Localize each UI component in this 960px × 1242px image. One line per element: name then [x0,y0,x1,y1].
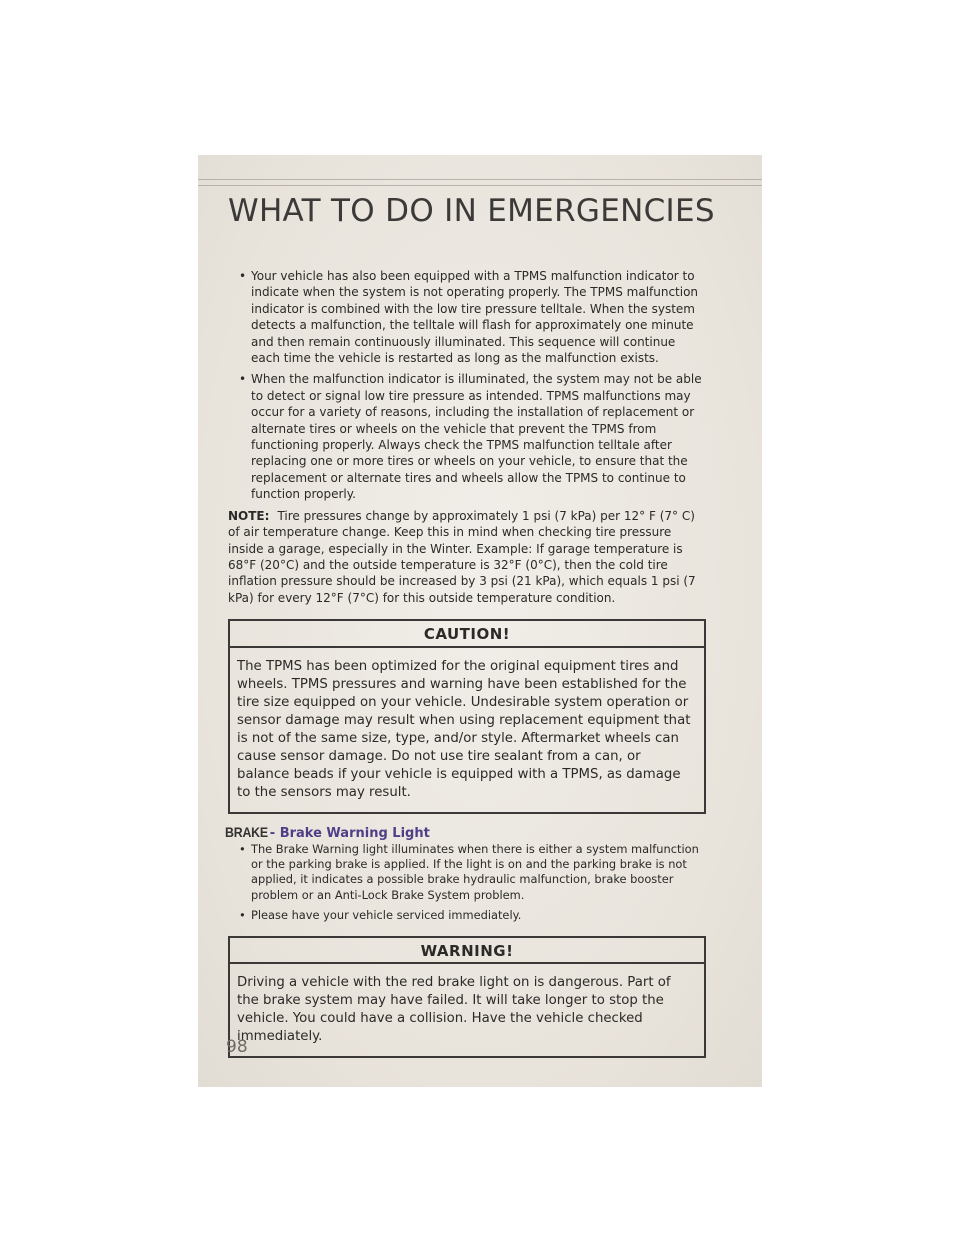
brake-bullet-list [228,842,706,923]
brake-warning-title: - Brake Warning Light [269,825,430,841]
page-content [225,268,706,1058]
warning-title: WARNING! [230,938,704,964]
warning-body: Driving a vehicle with the red brake light on is dangerous. Part of the brake system may have failed. It will take longer to stop the vehicle. You could have a collision. Have the vehicle checked immediately. [237,975,671,1045]
caution-box [228,619,706,813]
caution-body: The TPMS has been optimized for the original equipment tires and wheels. TPMS pressures and warning have been established for the tire size equipped on your vehicle. Undesirable system operation or sensor damage may result when using replacement equipment that is not of the same size, type, and/or style. Aftermarket wheels can cause sensor damage. Do not use tire sealant from a can, or balance beads if your vehicle is equipped with a TPMS, as damage to the sensors may result. [237,658,691,800]
tpms-bullet-1: • Your vehicle has also been equipped with a TPMS malfunction indicator to indicate when the system is not operating properly. The TPMS malfunction indicator is combined with the low tire pressure telltale. When the system detects a malfunction, the telltale will flash for approximately one minute and then remain continuously illuminated. This sequence will continue each time the vehicle is restarted as long as the malfunction exists. [228,268,706,366]
section-title: WHAT TO DO IN EMERGENCIES [228,193,715,229]
note-paragraph [228,508,706,606]
manual-page [198,155,762,1087]
tpms-bullet-list [228,268,706,503]
note-label: NOTE: [228,508,270,523]
page-number: 98 [226,1037,248,1057]
brake-warning-icon: BRAKE [225,823,268,840]
caution-title: CAUTION! [230,621,704,647]
brake-warning-heading [225,823,706,842]
brake-bullet-2: • Please have your vehicle serviced immediately. [228,908,706,923]
brake-bullet-1: • The Brake Warning light illuminates when there is either a system malfunction or the parking brake is applied. If the light is on and the parking brake is not applied, it indicates a possible brake hydraulic malfunction, brake booster problem or an Anti-Lock Brake System problem. [228,842,706,903]
warning-box [228,936,706,1058]
note-text: Tire pressures change by approximately 1 psi (7 kPa) per 12° F (7° C) of air temperature change. Keep this in mind when checking tire pressure inside a garage, especially in the Winter. Example: If garage temperature is 68°F (20°C) and the outside temperature is 32°F (0°C), then the cold tire inflation pressure should be increased by 3 psi (21 kPa), which equals 1 psi (7 kPa) for every 12°F (7°C) for this outside temperature condition. [228,508,696,605]
header-rule-top [198,179,762,180]
tpms-bullet-2: • When the malfunction indicator is illuminated, the system may not be able to detect or signal low tire pressure as intended. TPMS malfunctions may occur for a variety of reasons, including the installation of replacement or alternate tires or wheels on the vehicle that prevent the TPMS from functioning properly. Always check the TPMS malfunction telltale after replacing one or more tires or wheels on your vehicle, to ensure that the replacement or alternate tires and wheels allow the TPMS to continue to function properly. [228,371,706,502]
header-rule-bottom [198,185,762,186]
